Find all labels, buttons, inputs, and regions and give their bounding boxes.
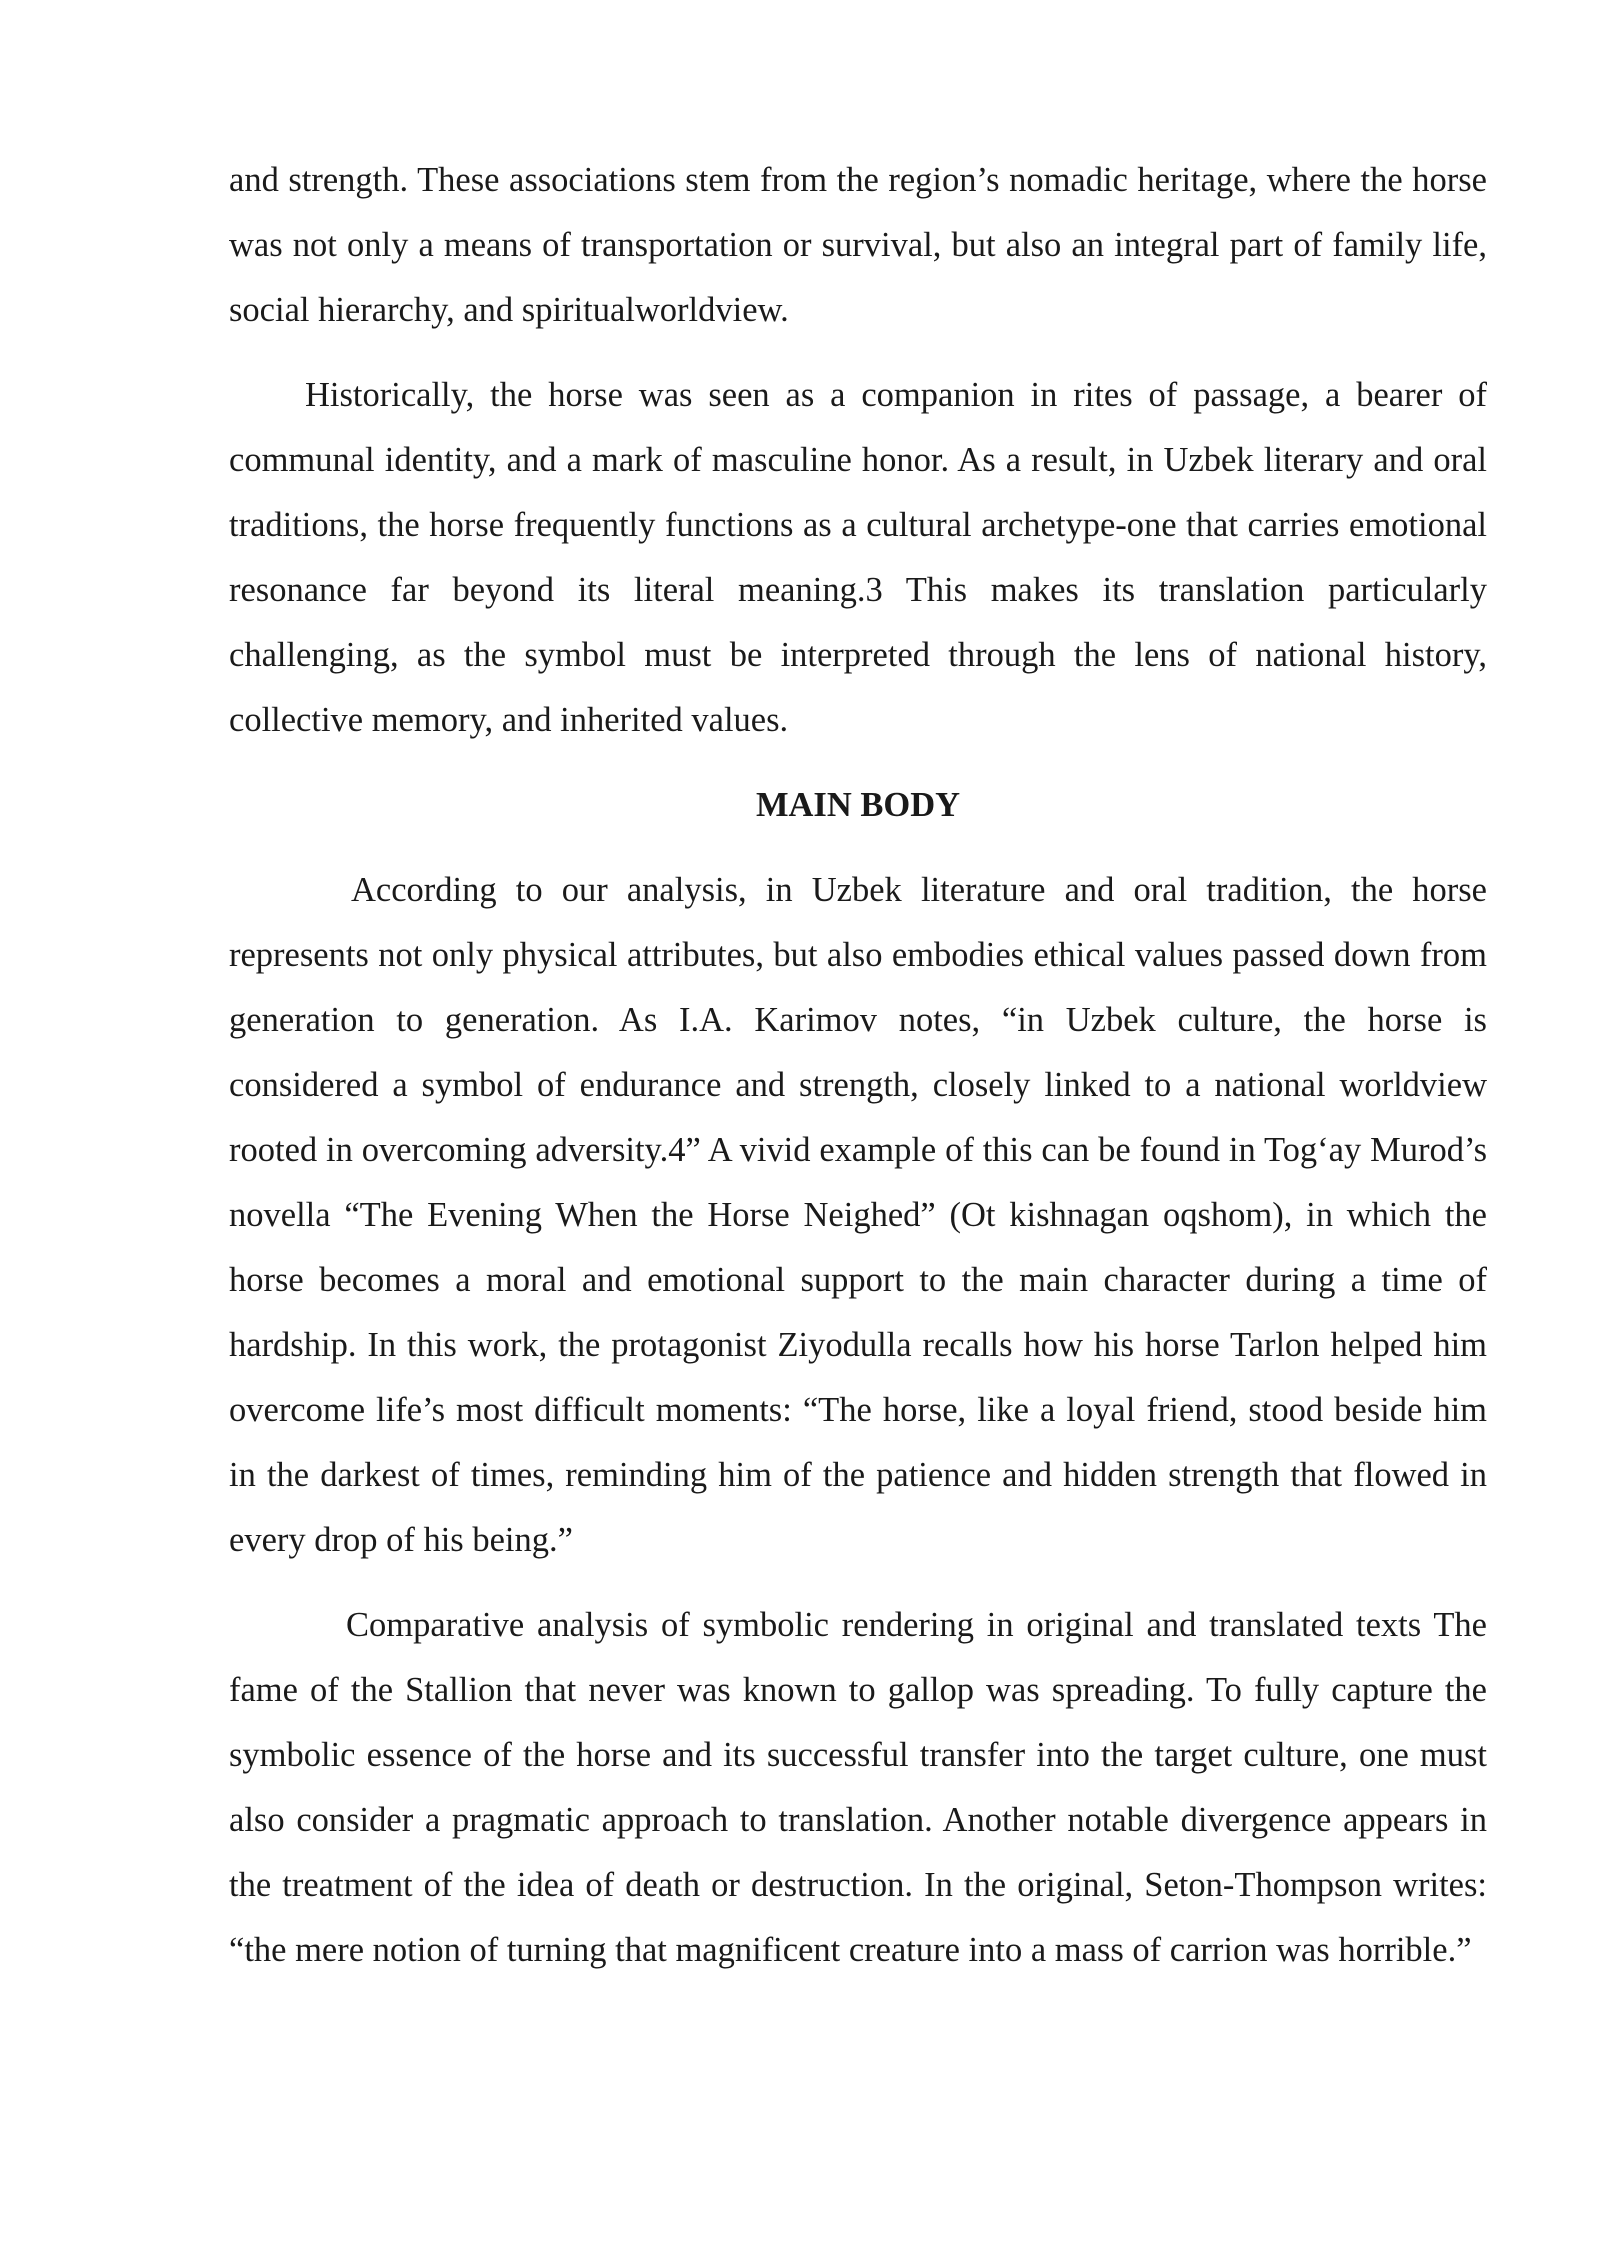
section-heading: MAIN BODY — [755, 786, 961, 824]
paragraph-comparative: Comparative analysis of symbolic rendering in original and translated texts The fame of the Stallion that never was known to gallop was spreading. To fully capture the symbolic essence of the horse and its successful transfer into the target culture, one must also consider a pragmatic approach to translation. Another notable divergence appears in the treatment of the idea of death or destruction. In the original, Seton-Thompson writes: “the mere notion of turning that magnificent creature into a mass of carrion was horrible.” — [229, 1606, 1487, 1969]
paragraph-historically: Historically, the horse was seen as a companion in rites of passage, a bearer of communal identity, and a mark of masculine honor. As a result, in Uzbek literary and oral traditions, the horse frequently functions as a cultural archetype-one that carries emotional resonance far beyond its literal meaning.3 This makes its translation particularly challenging, as the symbol must be interpreted through the lens of national history, collective memory, and inherited values. — [229, 376, 1487, 739]
document-page — [229, 148, 1487, 1983]
paragraph-continuation: and strength. These associations stem from the region’s nomadic heritage, where the horse was not only a means of transportation or survival, but also an integral part of family life, social hierarchy, and spiritualworldview. — [229, 161, 1487, 329]
paragraph-analysis: According to our analysis, in Uzbek literature and oral tradition, the horse represents not only physical attributes, but also embodies ethical values passed down from generation to generation. As I.A. Karimov notes, “in Uzbek culture, the horse is considered a symbol of endurance and strength, closely linked to a national worldview rooted in overcoming adversity.4” A vivid example of this can be found in Tog‘ay Murod’s novella “The Evening When the Horse Neighed” (Ot kishnagan oqshom), in which the horse becomes a moral and emotional support to the main character during a time of hardship. In this work, the protagonist Ziyodulla recalls how his horse Tarlon helped him overcome life’s most difficult moments: “The horse, like a loyal friend, stood beside him in the darkest of times, reminding him of the patience and hidden strength that flowed in every drop of his being.” — [229, 871, 1487, 1559]
